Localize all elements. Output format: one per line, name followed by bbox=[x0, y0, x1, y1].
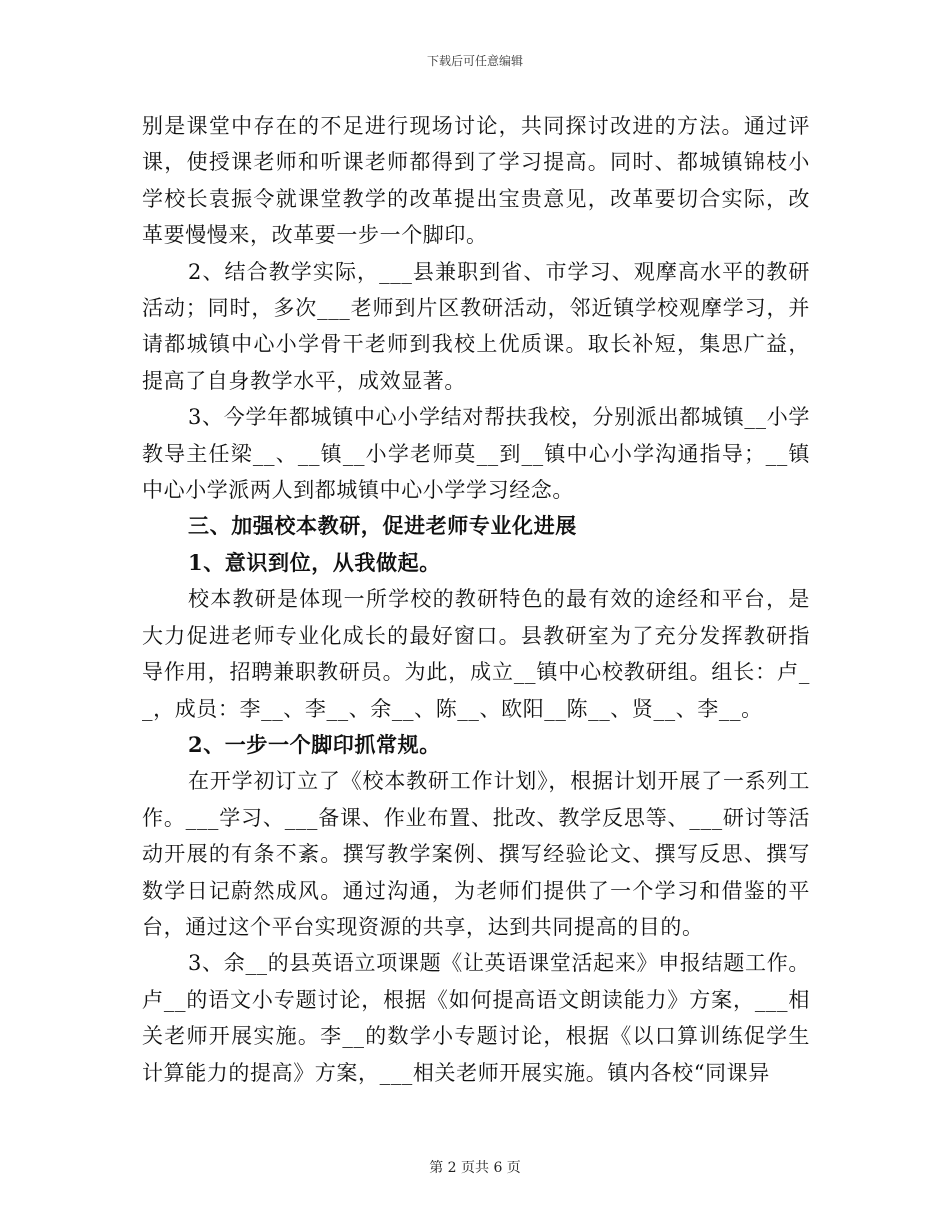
section-heading: 三、加强校本教研，促进老师专业化进展 bbox=[188, 513, 577, 539]
document-body bbox=[142, 108, 810, 1091]
paragraph-2: 2、结合教学实际，___县兼职到省、市学习、观摩高水平的教研活动；同时，多次___老师到片区教研活动，邻近镇学校观摩学习，并请都城镇中心小学骨干老师到我校上优质课。取长补短，集思广益，提高了自身教学水平，成效显著。 bbox=[142, 259, 810, 393]
paragraph-6: 3、余__的县英语立项课题《让英语课堂活起来》申报结题工作。卢__的语文小专题讨论，根据《如何提高语文朗读能力》方案，___相关老师开展实施。李__的数学小专题讨论，根据《以口算训练促学生计算能力的提高》方案，___相关老师开展实施。镇内各校“同课异 bbox=[142, 951, 810, 1085]
page-footer: 第 2 页共 6 页 bbox=[429, 1160, 521, 1176]
paragraph-4: 校本教研是体现一所学校的教研特色的最有效的途经和平台，是大力促进老师专业化成长的最好窗口。县教研室为了充分发挥教研指导作用，招聘兼职教研员。为此，成立__镇中心校教研组。组长：卢__，成员：李__、李__、余__、陈__、欧阳__陈__、贤__、李__。 bbox=[142, 587, 810, 721]
paragraph-1: 别是课堂中存在的不足进行现场讨论，共同探讨改进的方法。通过评课，使授课老师和听课老师都得到了学习提高。同时、都城镇锦枝小学校长袁振令就课堂教学的改革提出宝贵意见，改革要切合实际，改革要慢慢来，改革要一步一个脚印。 bbox=[142, 114, 810, 248]
page-header: 下载后可任意编辑 bbox=[426, 54, 523, 68]
paragraph-5: 在开学初订立了《校本教研工作计划》，根据计划开展了一系列工作。___学习、___备课、作业布置、批改、教学反思等、___研讨等活动开展的有条不紊。撰写教学案例、撰写经验论文、撰写反思、撰写数学日记蔚然成风。通过沟通，为老师们提供了一个学习和借鉴的平台，通过这个平台实现资源的共享，达到共同提高的目的。 bbox=[142, 769, 810, 939]
subheading-1: 1、意识到位，从我做起。 bbox=[188, 549, 441, 575]
subheading-2: 2、一步一个脚印抓常规。 bbox=[188, 731, 441, 757]
paragraph-3: 3、今学年都城镇中心小学结对帮扶我校，分别派出都城镇__小学教导主任梁__、__镇__小学老师莫__到__镇中心小学沟通指导；__镇中心小学派两人到都城镇中心小学学习经念。 bbox=[142, 405, 810, 503]
